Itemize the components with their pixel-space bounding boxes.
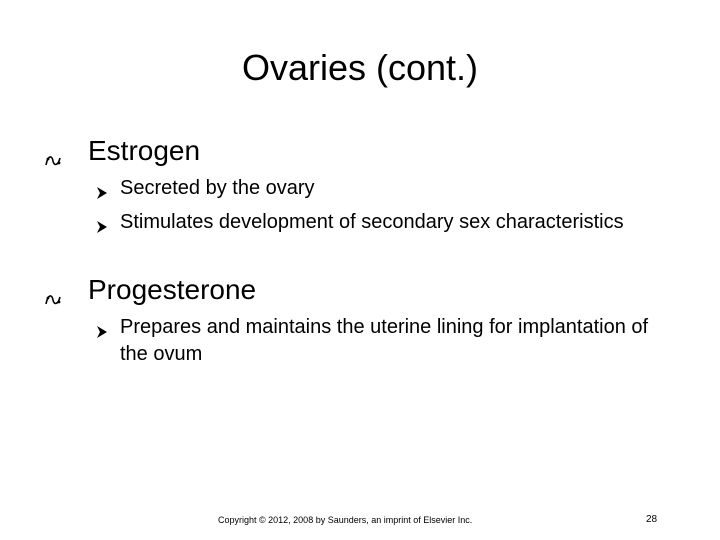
copyright-footer: Copyright © 2012, 2008 by Saunders, an imprint of Elsevier Inc. xyxy=(218,515,473,525)
sub-bullet-label: Stimulates development of secondary sex characteristics xyxy=(120,211,624,233)
arrowhead-bullet-icon xyxy=(96,181,108,195)
slide-title: Ovaries (cont.) xyxy=(241,47,479,88)
page-number: 28 xyxy=(646,514,658,525)
sub-bullet-label: Prepares and maintains the uterine lining for implantation of the ovum xyxy=(120,316,649,365)
sub-bullet-stimulates xyxy=(96,209,656,236)
sub-bullet-secreted xyxy=(96,175,656,202)
bullet-label: Progesterone xyxy=(88,274,257,305)
bullet-label: Estrogen xyxy=(88,135,201,166)
sub-bullet-prepares xyxy=(96,314,656,368)
sub-bullet-label: Secreted by the ovary xyxy=(120,177,315,199)
arrowhead-bullet-icon xyxy=(96,320,108,334)
decorative-bullet-icon xyxy=(44,281,64,297)
decorative-bullet-icon xyxy=(44,142,64,158)
arrowhead-bullet-icon xyxy=(96,215,108,229)
